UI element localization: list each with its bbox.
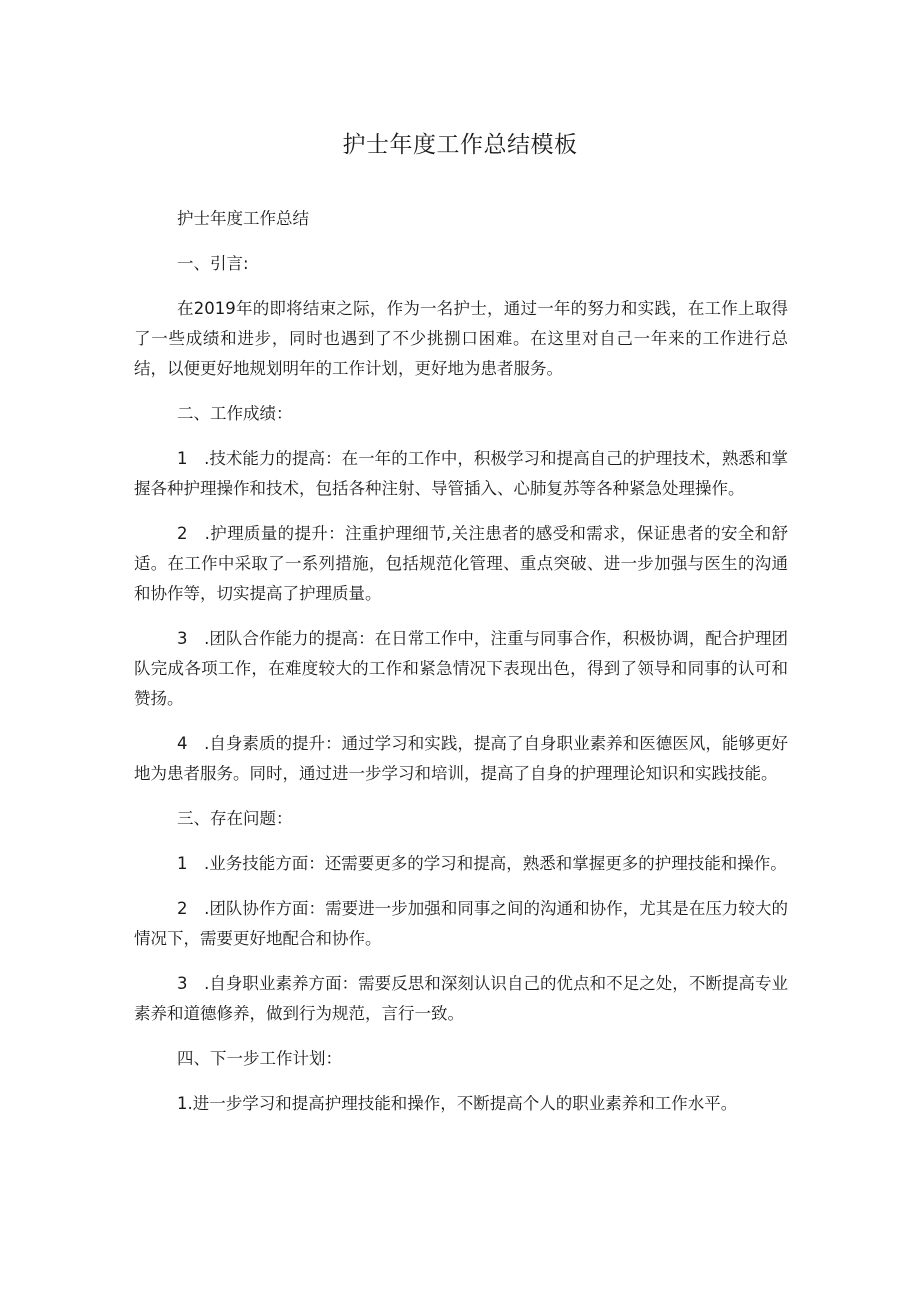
problem-item-1: 1 .业务技能方面：还需要更多的学习和提高，熟悉和掌握更多的护理技能和操作。 bbox=[177, 854, 787, 873]
subtitle-paragraph: 护士年度工作总结 bbox=[177, 209, 309, 228]
section-heading-problems: 三、存在问题： bbox=[177, 809, 293, 828]
achievement-item-4: 4 .自身素质的提升：通过学习和实践，提高了自身职业素养和医德医风，能够更好地为患者服务。同时，通过进一步学习和培训，提高了自身的护理理论知识和实践技能。 bbox=[134, 734, 788, 783]
section-heading-plan: 四、下一步工作计划： bbox=[177, 1049, 342, 1068]
problem-item-2: 2 .团队协作方面：需要进一步加强和同事之间的沟通和协作，尤其是在压力较大的情况下，需要更好地配合和协作。 bbox=[134, 899, 788, 948]
plan-item-1: 1.进一步学习和提高护理技能和操作，不断提高个人的职业素养和工作水平。 bbox=[177, 1094, 738, 1113]
section-heading-achievements: 二、工作成绩： bbox=[177, 404, 293, 423]
section-heading-introduction: 一、引言: bbox=[177, 254, 249, 273]
introduction-paragraph: 在2019年的即将结束之际，作为一名护士，通过一年的努力和实践，在工作上取得了一些成绩和进步，同时也遇到了不少挑捌口困难。在这里对自己一年来的工作进行总结，以便更好地规划明年的工作计划，更好地为患者服务。 bbox=[134, 299, 788, 378]
document-title: 护士年度工作总结模板 bbox=[342, 132, 578, 158]
achievement-item-3: 3 .团队合作能力的提高：在日常工作中，注重与同事合作，积极协调，配合护理团队完成各项工作，在难度较大的工作和紧急情况下表现出色，得到了领导和同事的认可和赞扬。 bbox=[134, 629, 788, 708]
achievement-item-1: 1 .技术能力的提高：在一年的工作中，积极学习和提高自己的护理技术，熟悉和掌握各种护理操作和技术，包括各种注射、导管插入、心肺复苏等各种紧急处理操作。 bbox=[134, 449, 788, 498]
document-body bbox=[134, 204, 788, 1134]
achievement-item-2: 2 .护理质量的提升：注重护理细节,关注患者的感受和需求，保证患者的安全和舒适。在工作中采取了一系列措施，包括规范化管理、重点突破、进一步加强与医生的沟通和协作等，切实提高了护理质量。 bbox=[134, 524, 788, 603]
problem-item-3: 3 .自身职业素养方面：需要反思和深刻认识自己的优点和不足之处，不断提高专业素养和道德修养，做到行为规范，言行一致。 bbox=[134, 974, 788, 1023]
